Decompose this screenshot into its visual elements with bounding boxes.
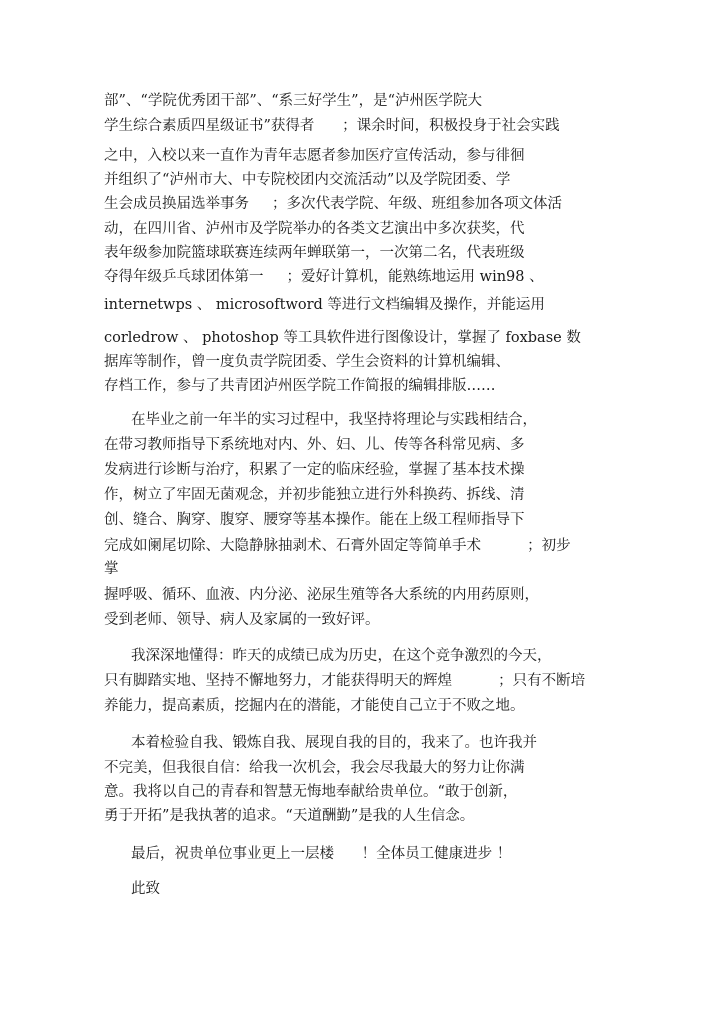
text-line: 完成如阑尾切除、大隐静脉抽剥术、石膏外固定等简单手术 ；初步 xyxy=(104,538,571,554)
text-line: 在带习教师指导下系统地对内、外、妇、儿、传等各科常见病、多 xyxy=(104,437,525,453)
text-line: 不完美，但我很自信：给我一次机会，我会尽我最大的努力让你满 xyxy=(104,760,525,776)
text-line: 并组织了“泸州市大、中专院校团内交流活动”以及学院团委、学 xyxy=(104,172,511,188)
text-line: 本着检验自我、锻炼自我、展现自我的目的，我来了。也许我并 xyxy=(131,735,537,751)
text-line: 学生综合素质四星级证书”获得者 ；课余时间，积极投身于社会实践 xyxy=(104,118,560,134)
closing-salutation: 此致 xyxy=(131,881,160,897)
text-line: 握呼吸、循环、血液、内分泌、泌尿生殖等各大系统的内用药原则， xyxy=(104,587,539,603)
text-line: 勇于开拓”是我执著的追求。“天道酬勤”是我的人生信念。 xyxy=(104,808,475,824)
text-line: 在毕业之前一年半的实习过程中，我坚持将理论与实践相结合， xyxy=(131,412,537,428)
text-line: 作，树立了牢固无菌观念，并初步能独立进行外科换药、拆线、清 xyxy=(104,487,525,503)
text-line: 意。我将以自己的青春和智慧无悔地奉献给贵单位。“敢于创新， xyxy=(104,784,518,800)
text-line: 夺得年级乒乓球团体第一 ；爱好计算机，能熟练地运用 win98 、 xyxy=(104,269,544,285)
text-line: 养能力，提高素质，挖掘内在的潜能，才能使自己立于不败之地。 xyxy=(104,698,525,714)
text-line: 创、缝合、胸穿、腹穿、腰穿等基本操作。能在上级工程师指导下 xyxy=(104,512,525,528)
text-line: internetwps 、 microsoftword 等进行文档编辑及操作，并能运用 xyxy=(104,297,545,313)
text-line: 存档工作，参与了共青团泸州医学院工作简报的编辑排版…… xyxy=(104,378,496,394)
text-line: 我深深地懂得：昨天的成绩已成为历史，在这个竞争激烈的今天， xyxy=(131,648,552,664)
text-line: 据库等制作，曾一度负责学院团委、学生会资料的计算机编辑、 xyxy=(104,354,510,370)
text-line: 之中，入校以来一直作为青年志愿者参加医疗宣传活动，参与徘徊 xyxy=(104,148,525,164)
text-line: 动，在四川省、泸州市及学院举办的各类文艺演出中多次获奖，代 xyxy=(104,221,525,237)
text-line: 掌 xyxy=(104,561,119,577)
text-line: 生会成员换届选举事务 ；多次代表学院、年级、班组参加各项文体活 xyxy=(104,196,563,212)
text-line: 最后，祝贵单位事业更上一层楼 ！全体员工健康进步 ！ xyxy=(131,846,512,862)
text-line: corledrow 、 photoshop 等工具软件进行图像设计，掌握了 foxbase 数 xyxy=(104,330,581,346)
text-line: 只有脚踏实地、坚持不懈地努力，才能获得明天的辉煌 ；只有不断培 xyxy=(104,673,586,689)
text-line: 表年级参加院篮球联赛连续两年蝉联第一，一次第二名，代表班级 xyxy=(104,245,525,261)
text-line: 受到老师、领导、病人及家属的一致好评。 xyxy=(104,612,380,628)
text-line: 部”、“学院优秀团干部”、“系三好学生”，是“泸州医学院大 xyxy=(104,93,482,109)
text-line: 发病进行诊断与治疗，积累了一定的临床经验，掌握了基本技术操 xyxy=(104,462,525,478)
